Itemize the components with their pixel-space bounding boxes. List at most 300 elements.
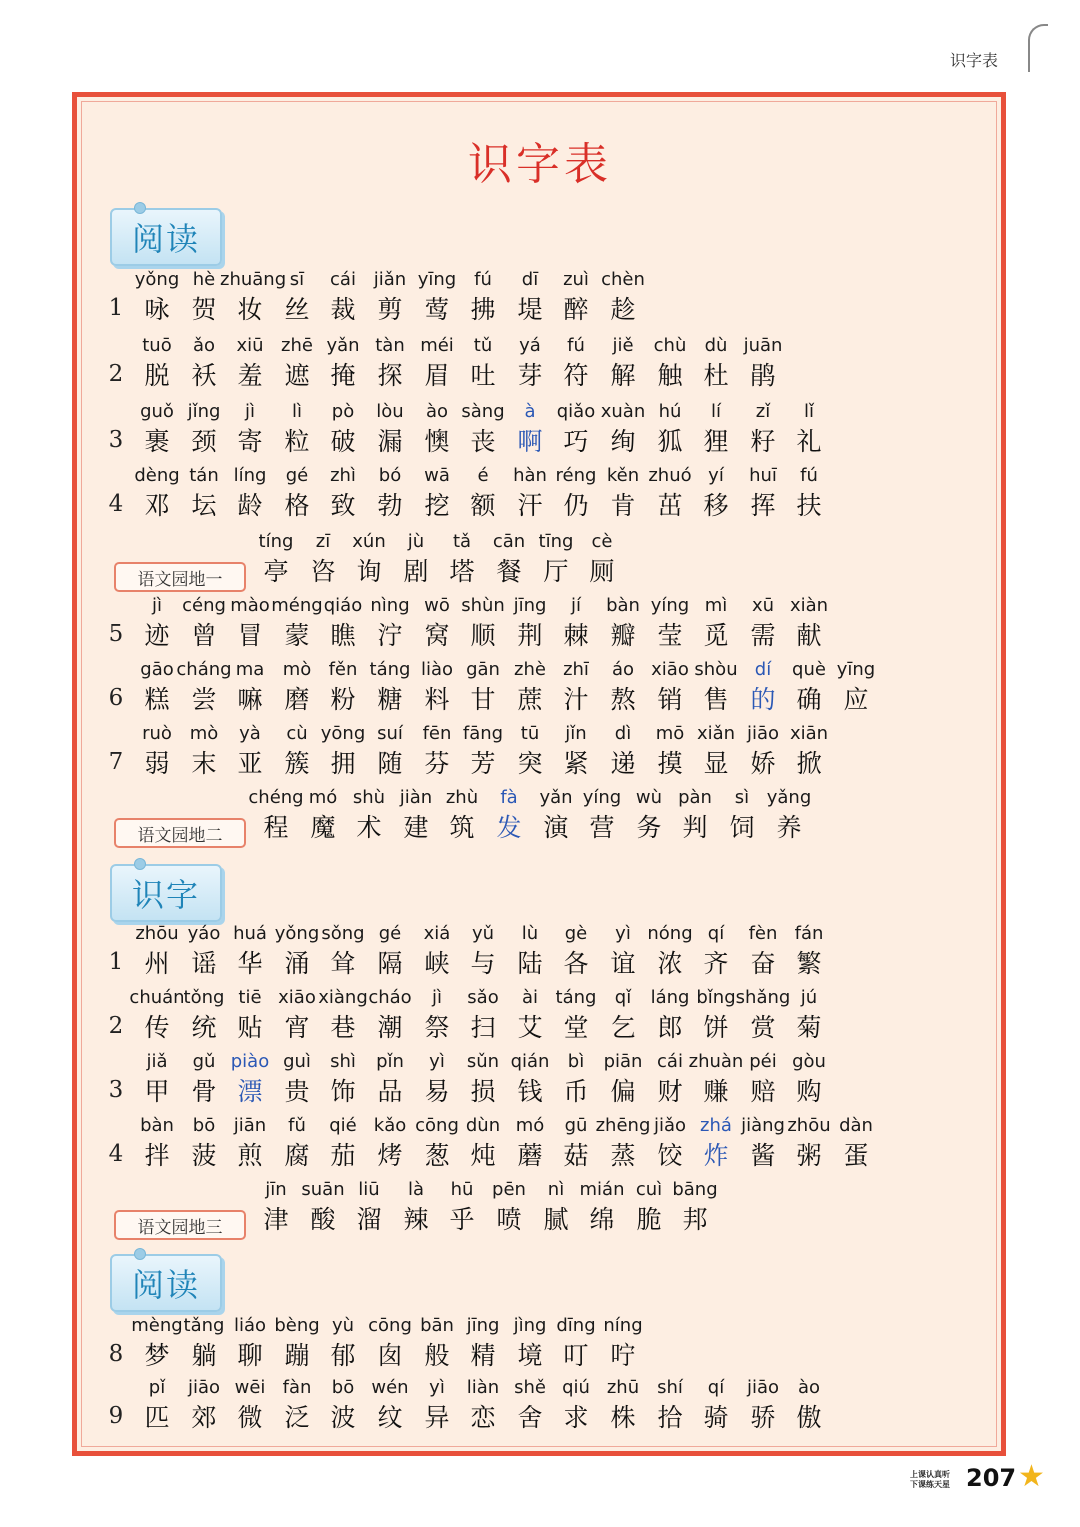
lesson-number: 3 — [108, 427, 124, 453]
pinyin: fú — [474, 269, 492, 290]
pinyin: dī — [521, 269, 539, 290]
pinyin: sī — [289, 269, 305, 290]
hanzi: 格 — [284, 491, 310, 520]
pinyin: qián — [510, 1051, 550, 1072]
pinyin: dì — [614, 723, 632, 744]
pinyin: xiū — [236, 335, 264, 356]
pinyin: dīng — [556, 1315, 596, 1336]
pinyin: yǎn — [326, 335, 360, 356]
pinyin: liáo — [233, 1315, 267, 1336]
hanzi: 艾 — [517, 1013, 543, 1042]
pinyin: zhōu — [787, 1115, 831, 1136]
pinyin: tǎng — [183, 1315, 225, 1336]
hanzi: 蒙 — [284, 621, 310, 650]
pinyin: yà — [239, 723, 261, 744]
pinyin: jiǎo — [653, 1115, 687, 1136]
pinyin: hàn — [513, 465, 547, 486]
tag-pin-icon — [134, 1248, 146, 1260]
lesson-number: 3 — [108, 1077, 124, 1103]
hanzi: 贺 — [191, 295, 217, 324]
hanzi: 务 — [636, 813, 662, 842]
hanzi: 糕 — [144, 685, 170, 714]
hanzi: 懊 — [424, 427, 450, 456]
hanzi: 鹃 — [750, 361, 776, 390]
hanzi: 簇 — [284, 749, 310, 778]
pinyin: réng — [555, 465, 597, 486]
hanzi: 赏 — [750, 1013, 776, 1042]
pinyin: zhī — [563, 659, 589, 680]
pinyin: dàn — [839, 1115, 873, 1136]
hanzi: 磨 — [284, 685, 310, 714]
hanzi: 各 — [563, 949, 589, 978]
chinese-garden-tag: 语文园地一 — [114, 562, 246, 592]
pinyin: liū — [358, 1179, 380, 1200]
hanzi: 随 — [377, 749, 403, 778]
hanzi: 堤 — [517, 295, 543, 324]
pinyin: yì — [615, 923, 631, 944]
pinyin: fú — [567, 335, 585, 356]
hanzi: 恋 — [470, 1403, 496, 1432]
pinyin: fěn — [328, 659, 358, 680]
hanzi: 销 — [657, 685, 683, 714]
hanzi: 汗 — [517, 491, 543, 520]
hanzi: 莺 — [424, 295, 450, 324]
hanzi: 谣 — [191, 949, 217, 978]
pinyin: xiāo — [278, 987, 316, 1008]
character-entry — [593, 268, 653, 328]
pinyin: hū — [450, 1179, 474, 1200]
pinyin: fāng — [462, 723, 504, 744]
pinyin: sǎo — [467, 987, 499, 1008]
pinyin: zhuāng — [220, 269, 287, 290]
hanzi: 咨 — [310, 557, 336, 586]
pinyin: shǎng — [735, 987, 791, 1008]
pinyin: xiàng — [318, 987, 368, 1008]
hanzi: 饼 — [703, 1013, 729, 1042]
hanzi: 绚 — [610, 427, 636, 456]
pinyin: yì — [429, 1377, 445, 1398]
hanzi: 喷 — [496, 1205, 522, 1234]
hanzi: 糖 — [377, 685, 403, 714]
hanzi: 泛 — [284, 1403, 310, 1432]
pinyin: cān — [492, 531, 526, 552]
hanzi: 荆 — [517, 621, 543, 650]
hanzi: 寄 — [237, 427, 263, 456]
hanzi: 巧 — [563, 427, 589, 456]
pinyin: jiě — [612, 335, 634, 356]
hanzi: 贴 — [237, 1013, 263, 1042]
hanzi: 掀 — [796, 749, 822, 778]
hanzi: 窝 — [424, 621, 450, 650]
hanzi: 狸 — [703, 427, 729, 456]
pinyin: juān — [743, 335, 783, 356]
hanzi: 紧 — [563, 749, 589, 778]
pinyin: què — [792, 659, 826, 680]
pinyin: yōng — [320, 723, 366, 744]
pinyin: xū — [751, 595, 775, 616]
hanzi: 礼 — [796, 427, 822, 456]
hanzi: 邦 — [682, 1205, 708, 1234]
pinyin: zǐ — [755, 401, 771, 422]
hanzi: 纹 — [377, 1403, 403, 1432]
pinyin: qǐ — [614, 987, 632, 1008]
pinyin: xiá — [423, 923, 451, 944]
pinyin: bō — [192, 1115, 216, 1136]
pinyin: wén — [371, 1377, 409, 1398]
pinyin: dù — [704, 335, 728, 356]
pinyin: cè — [591, 531, 613, 552]
hanzi: 饰 — [330, 1077, 356, 1106]
pinyin: hè — [192, 269, 216, 290]
pinyin: xuàn — [600, 401, 646, 422]
pinyin: mó — [515, 1115, 545, 1136]
hanzi: 籽 — [750, 427, 776, 456]
pinyin: cháng — [176, 659, 232, 680]
hanzi: 厕 — [589, 557, 615, 586]
pinyin: bǐng — [696, 987, 736, 1008]
hanzi: 饲 — [729, 813, 755, 842]
hanzi: 蘑 — [517, 1141, 543, 1170]
pinyin: gé — [378, 923, 402, 944]
pinyin: mó — [308, 787, 338, 808]
pinyin: tiē — [238, 987, 262, 1008]
hanzi: 芽 — [517, 361, 543, 390]
hanzi: 袄 — [191, 361, 217, 390]
pinyin: kěn — [606, 465, 640, 486]
hanzi: 娇 — [750, 749, 776, 778]
pinyin: chèn — [601, 269, 645, 290]
hanzi: 与 — [470, 949, 496, 978]
character-entry — [593, 1314, 653, 1374]
hanzi: 符 — [563, 361, 589, 390]
pinyin: jì — [151, 595, 162, 616]
hanzi: 舍 — [517, 1403, 543, 1432]
hanzi: 传 — [144, 1013, 170, 1042]
pinyin: suān — [301, 1179, 345, 1200]
pinyin: sǒng — [321, 923, 365, 944]
hanzi: 粥 — [796, 1141, 822, 1170]
pinyin: suí — [377, 723, 403, 744]
hanzi: 芬 — [424, 749, 450, 778]
hanzi: 养 — [776, 813, 802, 842]
lesson-number: 8 — [108, 1341, 124, 1367]
hanzi: 蹦 — [284, 1341, 310, 1370]
hanzi: 挥 — [750, 491, 776, 520]
hanzi: 奋 — [750, 949, 776, 978]
hanzi: 顺 — [470, 621, 496, 650]
hanzi: 溜 — [356, 1205, 382, 1234]
pinyin: mò — [282, 659, 312, 680]
pinyin: shí — [657, 1377, 683, 1398]
pinyin: qí — [707, 1377, 725, 1398]
pinyin: tán — [189, 465, 219, 486]
character-entry — [779, 464, 839, 524]
pinyin: jiǎn — [373, 269, 407, 290]
hanzi: 谊 — [610, 949, 636, 978]
pinyin: lù — [521, 923, 539, 944]
pinyin: gòu — [792, 1051, 826, 1072]
hanzi: 羞 — [237, 361, 263, 390]
hanzi: 汁 — [563, 685, 589, 714]
hanzi: 拂 — [470, 295, 496, 324]
hanzi: 陆 — [517, 949, 543, 978]
hanzi: 菠 — [191, 1141, 217, 1170]
pinyin: ài — [521, 987, 539, 1008]
pinyin: jīn — [265, 1179, 287, 1200]
hanzi: 蒸 — [610, 1141, 636, 1170]
pinyin: liàn — [466, 1377, 500, 1398]
pinyin: jiàn — [399, 787, 433, 808]
pinyin: qiú — [562, 1377, 590, 1398]
hanzi: 蛋 — [843, 1141, 869, 1170]
pinyin: fán — [794, 923, 824, 944]
hanzi: 辣 — [403, 1205, 429, 1234]
hanzi: 致 — [330, 491, 356, 520]
hanzi: 厅 — [543, 557, 569, 586]
hanzi: 额 — [470, 491, 496, 520]
hanzi: 郁 — [330, 1341, 356, 1370]
hanzi: 峡 — [424, 949, 450, 978]
pinyin: chéng — [248, 787, 304, 808]
pinyin: liào — [420, 659, 454, 680]
pinyin: é — [477, 465, 489, 486]
pinyin: yǎn — [539, 787, 573, 808]
hanzi: 曾 — [191, 621, 217, 650]
pinyin: shù — [352, 787, 386, 808]
hanzi: 郎 — [657, 1013, 683, 1042]
hanzi: 宵 — [284, 1013, 310, 1042]
hanzi: 迹 — [144, 621, 170, 650]
hanzi: 币 — [563, 1077, 589, 1106]
pinyin: chuán — [129, 987, 185, 1008]
hanzi: 破 — [330, 427, 356, 456]
pinyin: zī — [315, 531, 331, 552]
pinyin: nì — [547, 1179, 565, 1200]
pinyin: fēn — [422, 723, 452, 744]
hanzi: 掩 — [330, 361, 356, 390]
hanzi: 拌 — [144, 1141, 170, 1170]
character-entry — [779, 986, 839, 1046]
pinyin: zhē — [281, 335, 313, 356]
hanzi: 筑 — [449, 813, 475, 842]
pinyin: yǒng — [274, 923, 320, 944]
pinyin: yí — [708, 465, 724, 486]
pinyin: tǔ — [473, 335, 493, 356]
hanzi: 眉 — [424, 361, 450, 390]
hanzi: 显 — [703, 749, 729, 778]
pinyin: tuō — [142, 335, 172, 356]
hanzi: 绵 — [589, 1205, 615, 1234]
pinyin: zhì — [330, 465, 356, 486]
hanzi: 躺 — [191, 1341, 217, 1370]
hanzi: 囱 — [377, 1341, 403, 1370]
pinyin: chù — [653, 335, 687, 356]
pinyin: bì — [567, 1051, 585, 1072]
hanzi: 茄 — [330, 1141, 356, 1170]
hanzi: 餐 — [496, 557, 522, 586]
pinyin: céng — [182, 595, 226, 616]
pinyin: lí — [710, 401, 721, 422]
pinyin: sǔn — [466, 1051, 500, 1072]
pinyin: wēi — [234, 1377, 266, 1398]
hanzi: 丝 — [284, 295, 310, 324]
hanzi: 触 — [657, 361, 683, 390]
hanzi: 求 — [563, 1403, 589, 1432]
lesson-number: 6 — [108, 685, 124, 711]
pinyin: mèng — [131, 1315, 183, 1336]
footer-slogan-line-1: 上课认真听 — [910, 1470, 950, 1479]
pinyin: cōng — [415, 1115, 459, 1136]
hanzi: 乞 — [610, 1013, 636, 1042]
hanzi: 菇 — [563, 1141, 589, 1170]
hanzi: 州 — [144, 949, 170, 978]
hanzi: 赚 — [703, 1077, 729, 1106]
hanzi: 蔗 — [517, 685, 543, 714]
hanzi: 甲 — [144, 1077, 170, 1106]
hanzi: 株 — [610, 1403, 636, 1432]
hanzi: 遮 — [284, 361, 310, 390]
pinyin: jì — [431, 987, 442, 1008]
hanzi: 勃 — [377, 491, 403, 520]
pinyin: áo — [611, 659, 635, 680]
pinyin: mì — [704, 595, 728, 616]
hanzi: 坛 — [191, 491, 217, 520]
hanzi: 漏 — [377, 427, 403, 456]
hanzi: 般 — [424, 1341, 450, 1370]
hanzi: 易 — [424, 1077, 450, 1106]
hanzi: 粒 — [284, 427, 310, 456]
page-title: 识字表 — [468, 139, 612, 190]
pinyin: mào — [230, 595, 270, 616]
hanzi: 祭 — [424, 1013, 450, 1042]
hanzi: 亚 — [237, 749, 263, 778]
pinyin: shì — [330, 1051, 356, 1072]
hanzi: 聊 — [237, 1341, 263, 1370]
pinyin: yì — [429, 1051, 445, 1072]
hanzi: 棘 — [563, 621, 589, 650]
lesson-number: 4 — [108, 1141, 124, 1167]
hanzi: 傲 — [796, 1403, 822, 1432]
pinyin: méng — [271, 595, 323, 616]
hanzi: 演 — [543, 813, 569, 842]
hanzi: 损 — [470, 1077, 496, 1106]
hanzi: 葱 — [424, 1141, 450, 1170]
hanzi: 隔 — [377, 949, 403, 978]
hanzi: 涌 — [284, 949, 310, 978]
pinyin: pēn — [492, 1179, 526, 1200]
pinyin: dí — [754, 659, 772, 680]
hanzi: 的 — [750, 685, 776, 714]
pinyin: líng — [233, 465, 267, 486]
pinyin: ruò — [142, 723, 172, 744]
hanzi: 邓 — [144, 491, 170, 520]
pinyin: tǒng — [183, 987, 225, 1008]
hanzi: 齐 — [703, 949, 729, 978]
pinyin: tū — [520, 723, 540, 744]
hanzi: 颈 — [191, 427, 217, 456]
section-label: 阅读 — [131, 220, 200, 258]
hanzi: 统 — [191, 1013, 217, 1042]
hanzi: 瓣 — [610, 621, 636, 650]
character-entry — [779, 722, 839, 782]
hanzi: 粉 — [330, 685, 356, 714]
hanzi: 脱 — [144, 361, 170, 390]
hanzi: 肯 — [610, 491, 636, 520]
hanzi: 烤 — [377, 1141, 403, 1170]
pinyin: zhè — [514, 659, 546, 680]
hanzi: 咏 — [144, 295, 170, 324]
hanzi: 炸 — [703, 1141, 729, 1170]
hanzi: 偏 — [610, 1077, 636, 1106]
pinyin: zhēng — [595, 1115, 651, 1136]
pinyin: wā — [424, 465, 450, 486]
hanzi: 丧 — [470, 427, 496, 456]
pinyin: yīng — [836, 659, 876, 680]
hanzi: 骨 — [191, 1077, 217, 1106]
hanzi: 芳 — [470, 749, 496, 778]
pinyin: fú — [800, 465, 818, 486]
character-entry — [733, 334, 793, 394]
hanzi: 剧 — [403, 557, 429, 586]
pinyin: lì — [291, 401, 302, 422]
pinyin: yù — [331, 1315, 355, 1336]
hanzi: 炖 — [470, 1141, 496, 1170]
hanzi: 移 — [703, 491, 729, 520]
character-entry — [779, 594, 839, 654]
pinyin: jiāo — [746, 1377, 780, 1398]
hanzi: 财 — [657, 1077, 683, 1106]
pinyin: jù — [407, 531, 425, 552]
pinyin: jiāo — [746, 723, 780, 744]
star-icon: ★ — [1018, 1459, 1045, 1494]
pinyin: cōng — [368, 1315, 412, 1336]
hanzi: 献 — [796, 621, 822, 650]
pinyin: huī — [749, 465, 777, 486]
pinyin: mián — [579, 1179, 625, 1200]
hanzi: 亭 — [263, 557, 289, 586]
hanzi: 扶 — [796, 491, 822, 520]
hanzi: 津 — [263, 1205, 289, 1234]
pinyin: piào — [230, 1051, 270, 1072]
lesson-number: 1 — [108, 949, 124, 975]
tag-pin-icon — [134, 858, 146, 870]
pinyin: guǒ — [140, 401, 174, 422]
hanzi: 饺 — [657, 1141, 683, 1170]
pinyin: pàn — [678, 787, 712, 808]
hanzi: 酸 — [310, 1205, 336, 1234]
lesson-number: 2 — [108, 361, 124, 387]
hanzi: 赔 — [750, 1077, 776, 1106]
hanzi: 剪 — [377, 295, 403, 324]
pinyin: dùn — [465, 1115, 501, 1136]
pinyin: yáo — [187, 923, 221, 944]
pinyin: cái — [657, 1051, 683, 1072]
pinyin: jīng — [466, 1315, 500, 1336]
section-tag — [110, 208, 222, 266]
page-number: 207 — [966, 1464, 1017, 1492]
pinyin: hú — [658, 401, 682, 422]
pinyin: yīng — [417, 269, 457, 290]
pinyin: gè — [564, 923, 588, 944]
pinyin: sì — [734, 787, 750, 808]
pinyin: xiān — [789, 723, 829, 744]
hanzi: 耸 — [330, 949, 356, 978]
hanzi: 挖 — [424, 491, 450, 520]
hanzi: 程 — [263, 813, 289, 842]
character-entry — [759, 786, 819, 846]
hanzi: 巷 — [330, 1013, 356, 1042]
hanzi: 询 — [356, 557, 382, 586]
